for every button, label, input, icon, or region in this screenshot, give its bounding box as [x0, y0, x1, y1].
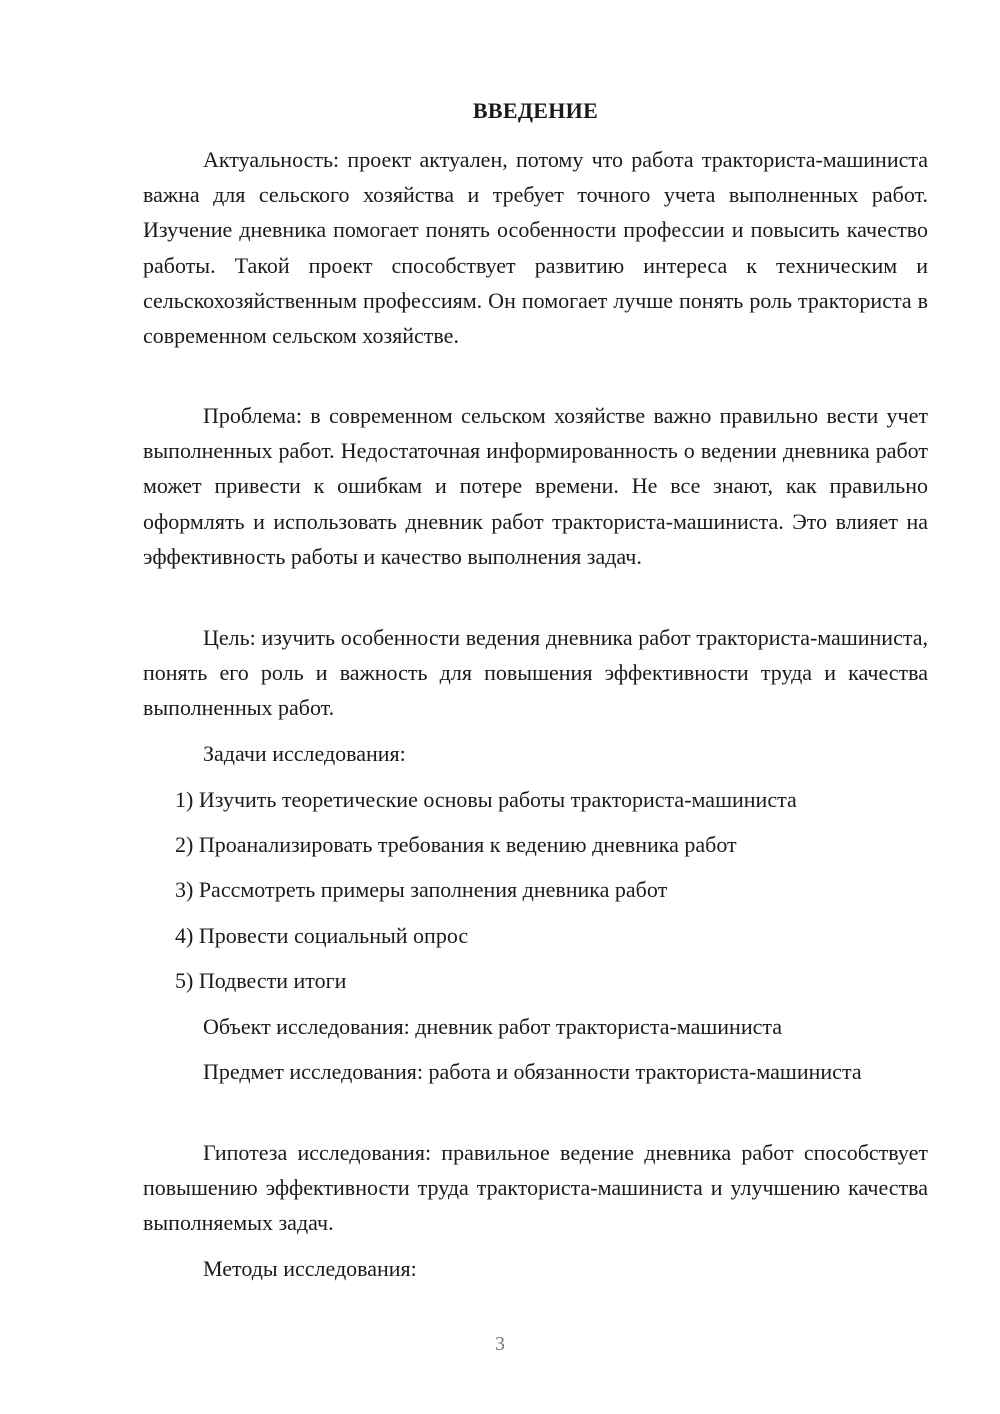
- task-item: 3) Рассмотреть примеры заполнения дневника работ: [175, 877, 668, 902]
- paragraph-goal: Цель: изучить особенности ведения дневника работ тракториста-машиниста, понять его роль и важность для повышения эффективности труда и качества выполненных работ.: [143, 625, 928, 721]
- research-hypothesis: Гипотеза исследования: правильное ведение дневника работ способствует повышению эффективности труда тракториста-машиниста и улучшению качества выполняемых задач.: [143, 1140, 928, 1236]
- task-item: 1) Изучить теоретические основы работы тракториста-машиниста: [175, 787, 797, 812]
- tasks-heading: Задачи исследования:: [203, 741, 406, 766]
- task-item: 2) Проанализировать требования к ведению дневника работ: [175, 832, 737, 857]
- task-item: 4) Провести социальный опрос: [175, 923, 469, 948]
- paragraph-problem: Проблема: в современном сельском хозяйстве важно правильно вести учет выполненных работ. Недостаточная информированность о ведении дневника работ может привести к ошибкам и потере времени. Не все знают, как правильно оформлять и использовать дневник работ тракториста-машиниста. Это влияет на эффективность работы и качество выполнения задач.: [143, 403, 928, 569]
- paragraph-relevance: Актуальность: проект актуален, потому что работа тракториста-машиниста важна для сельского хозяйства и требует точного учета выполненных работ. Изучение дневника помогает понять особенности профессии и повысить качество работы. Такой проект способствует развитию интереса к техническим и сельскохозяйственным профессиям. Он помогает лучше понять роль тракториста в современном сельском хозяйстве.: [143, 147, 928, 349]
- task-item: 5) Подвести итоги: [175, 968, 347, 993]
- research-object: Объект исследования: дневник работ тракториста-машиниста: [203, 1014, 783, 1039]
- methods-heading: Методы исследования:: [203, 1256, 417, 1281]
- research-subject: Предмет исследования: работа и обязанности тракториста-машиниста: [203, 1059, 862, 1084]
- page-title: ВВЕДЕНИЕ: [472, 98, 599, 123]
- page-number: 3: [495, 1333, 505, 1355]
